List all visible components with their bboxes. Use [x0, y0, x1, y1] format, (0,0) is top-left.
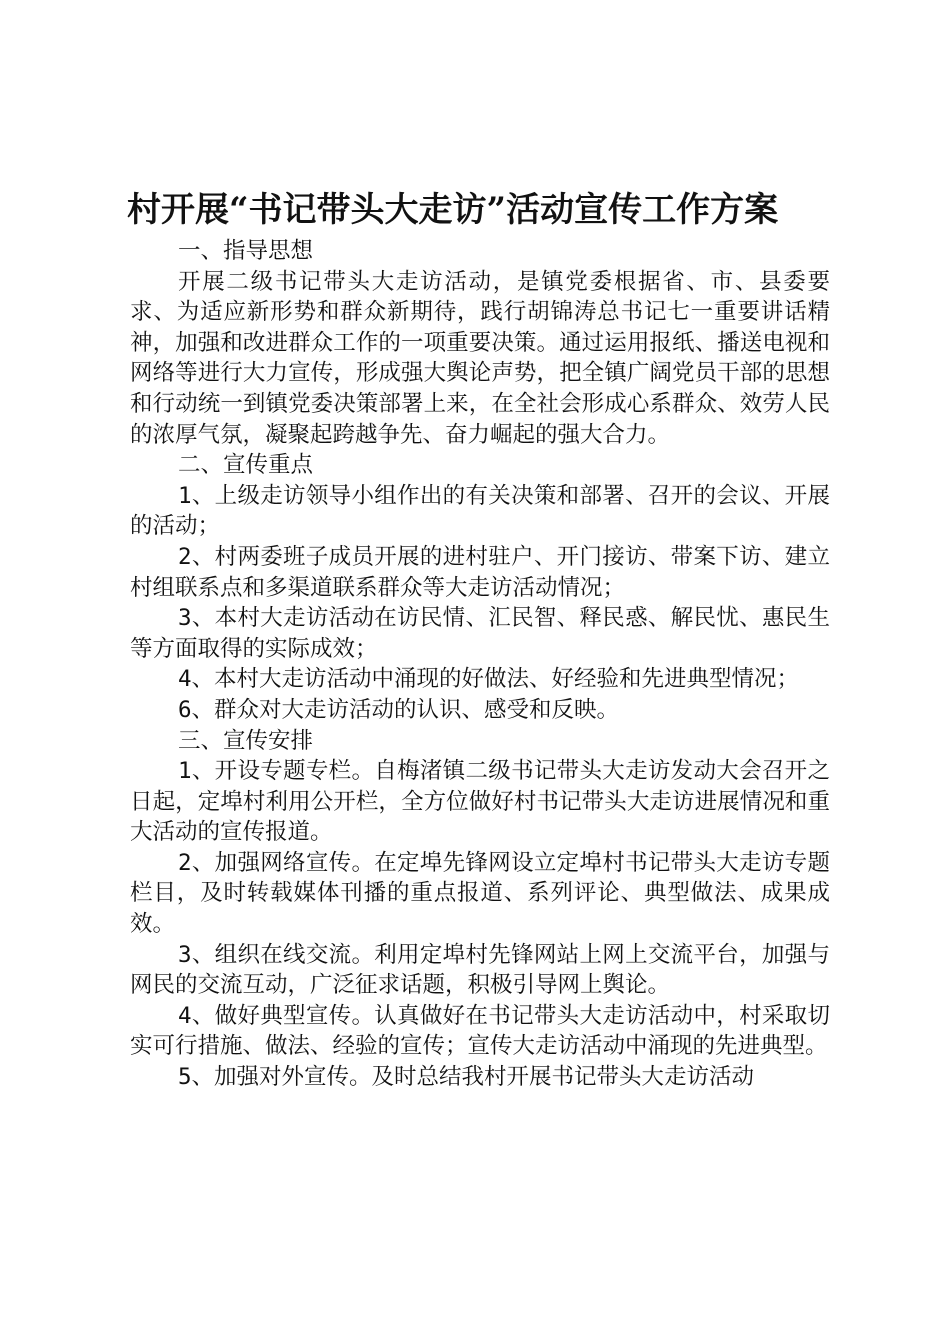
document-body	[130, 236, 830, 1093]
section-heading: 一、指导思想	[178, 238, 314, 264]
section-heading: 二、宣传重点	[178, 452, 314, 479]
paragraph: 5、加强对外宣传。及时总结我村开展书记带头大走访活动	[178, 1064, 755, 1091]
section-publicity-arrangement	[130, 726, 830, 1093]
paragraph: 4、本村大走访活动中涌现的好做法、好经验和先进典型情况；	[178, 666, 800, 693]
paragraph: 4、做好典型宣传。认真做好在书记带头大走访活动中，村采取切实可行措施、做法、经验的宣传；宣传大走访活动中涌现的先进典型。	[130, 1002, 830, 1060]
paragraph: 6、群众对大走访活动的认识、感受和反映。	[178, 696, 620, 723]
section-publicity-focus	[130, 450, 830, 725]
paragraph: 2、村两委班子成员开展的进村驻户、开门接访、带案下访、建立村组联系点和多渠道联系群众等大走访活动情况；	[130, 543, 830, 601]
paragraph: 3、组织在线交流。利用定埠村先锋网站上网上交流平台，加强与网民的交流互动，广泛征求话题，积极引导网上舆论。	[130, 941, 830, 999]
paragraph: 2、加强网络宣传。在定埠先锋网设立定埠村书记带头大走访专题栏目，及时转载媒体刊播的重点报道、系列评论、典型做法、成果成效。	[130, 849, 830, 938]
document-page	[127, 186, 830, 1093]
paragraph: 3、本村大走访活动在访民情、汇民智、释民惑、解民忧、惠民生等方面取得的实际成效；	[130, 605, 830, 662]
document-title: 村开展“书记带头大走访”活动宣传工作方案	[127, 190, 779, 230]
paragraph: 1、上级走访领导小组作出的有关决策和部署、召开的会议、开展的活动；	[130, 482, 830, 540]
section-guiding-thought	[130, 236, 830, 450]
paragraph: 开展二级书记带头大走访活动，是镇党委根据省、市、县委要求、为适应新形势和群众新期待，践行胡锦涛总书记七一重要讲话精神，加强和改进群众工作的一项重要决策。通过运用报纸、播送电视和网络等进行大力宣传，形成强大舆论声势，把全镇广阔党员干部的思想和行动统一到镇党委决策部署上来，在全社会形成心系群众、效劳人民的浓厚气氛，凝聚起跨越争先、奋力崛起的强大合力。	[130, 268, 830, 448]
section-heading: 三、宣传安排	[178, 727, 314, 754]
paragraph: 1、开设专题专栏。自梅渚镇二级书记带头大走访发动大会召开之日起，定埠村利用公开栏，全方位做好村书记带头大走访进展情况和重大活动的宣传报道。	[130, 758, 830, 846]
